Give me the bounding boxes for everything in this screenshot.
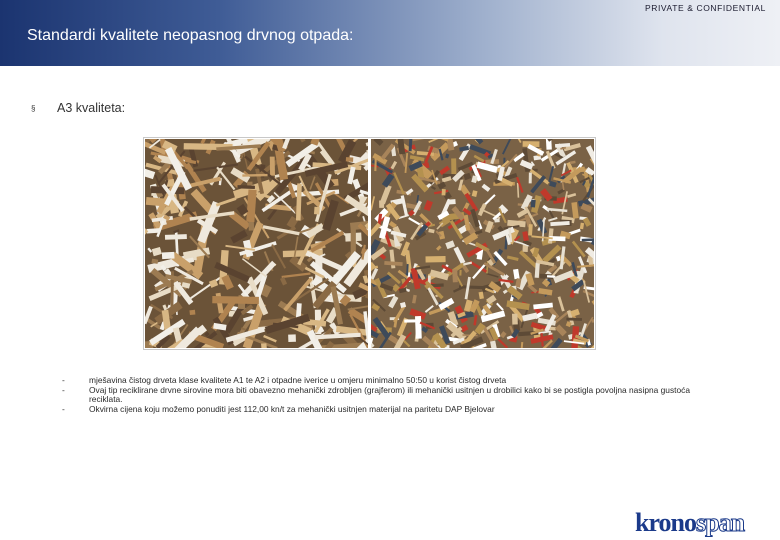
header-banner — [0, 0, 780, 66]
list-item — [62, 405, 699, 415]
kronospan-logo — [635, 508, 744, 538]
wood-photos — [143, 137, 596, 350]
list-item-text: Okvirna cijena koju možemo ponuditi jest 112,00 kn/t za mehanički usitnjen materijal na paritetu DAP Bjelovar — [89, 403, 495, 414]
slide-title: Standardi kvalitete neopasnog drvnog otpada: — [27, 27, 354, 44]
list-dash: - — [62, 375, 65, 385]
list-dash: - — [62, 384, 65, 395]
section-bullet: § — [31, 104, 36, 113]
list-item-text: mješavina čistog drveta klase kvalitete A1 te A2 i otpadne iverice u omjeru minimalno 50:50 u korist čistog drveta — [89, 375, 507, 385]
list-dash: - — [62, 403, 65, 414]
logo-part-span: span — [696, 508, 745, 537]
logo-part-krono: krono — [635, 508, 696, 537]
list-item — [62, 386, 699, 405]
quality-level-label: A3 kvaliteta: — [57, 101, 126, 115]
list-item-text: Ovaj tip reciklirane drvne sirovine mora biti obavezno mehanički zdrobljen (grajferom) ili mehanički usitnjen u drobilici kako bi se postigla povoljna nasipna gustoća reciklata. — [89, 384, 690, 405]
wood-waste-photo — [145, 139, 368, 348]
description-list — [62, 376, 699, 414]
shredded-wood-photo — [371, 139, 594, 348]
confidential-label: PRIVATE & CONFIDENTIAL — [644, 3, 766, 13]
